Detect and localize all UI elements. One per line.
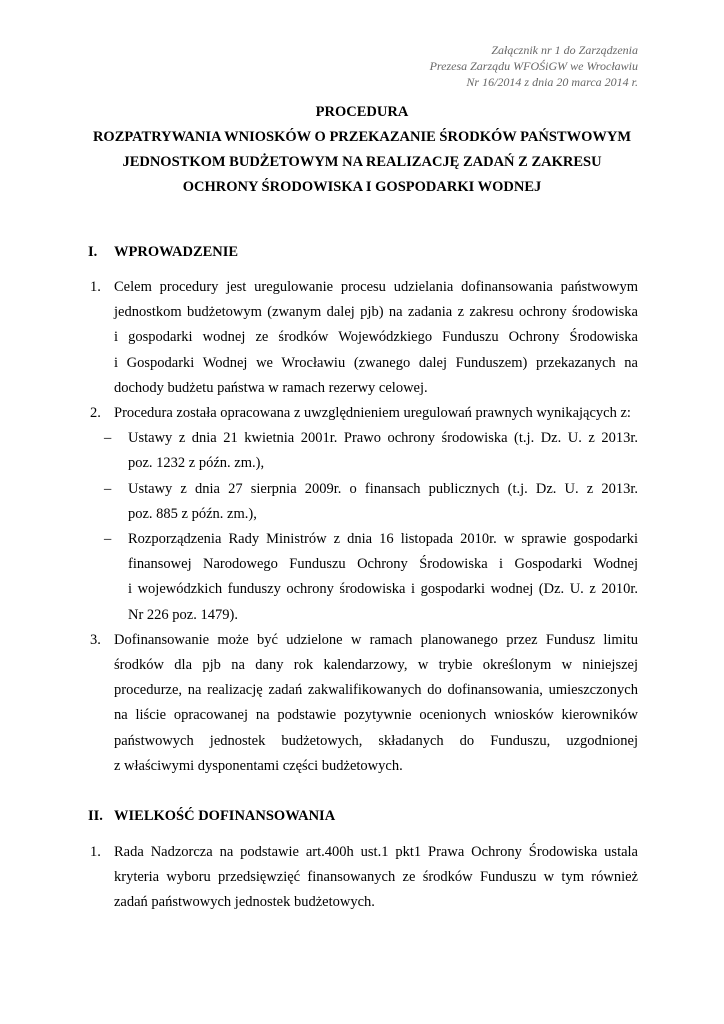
paragraph-line: Celem procedury jest uregulowanie procesu udzielania dofinansowania państwowym (114, 279, 638, 295)
section-2-number: II. (88, 808, 103, 824)
paragraph-line: państwowych jednostek budżetowych, składanych do Funduszu, uzgodnionej (114, 732, 638, 749)
sub-list-item (88, 477, 638, 527)
sub-list-item (88, 527, 638, 628)
list-item (88, 628, 638, 779)
annex-note (430, 42, 638, 90)
list-item (88, 401, 638, 426)
paragraph-line: i wojewódzkich funduszy ochrony środowiska i gospodarki wodnej (Dz. U. z 2010r. (128, 581, 638, 598)
paragraph-line: finansowej Narodowego Funduszu Ochrony Środowiska i Gospodarki Wodnej (128, 556, 638, 573)
section-1-title: WPROWADZENIE (114, 244, 239, 260)
paragraph-line: środków dla pjb na dany rok kalendarzowy, w trybie określonym w niniejszej (114, 657, 638, 674)
paragraph-line: na liście opracowanej na podstawie pozytywnie ocenionych wniosków kierowników (114, 707, 638, 724)
annex-line-2: Prezesa Zarządu WFOŚiGW we Wrocławiu (429, 59, 638, 73)
paragraph-line: dochody budżetu państwa w ramach rezerwy celowej. (114, 379, 428, 396)
paragraph-line: kryteria wyboru przedsięwzięć finansowanych ze środków Funduszu w tym również (114, 869, 638, 886)
paragraph-line: poz. 885 z późn. zm.), (128, 505, 257, 522)
paragraph-line: procedurze, na realizację zadań zakwalifikowanych do dofinansowania, umieszczonych (114, 682, 638, 699)
title-line-3: JEDNOSTKOM BUDŻETOWYM NA REALIZACJĘ ZADAŃ Z ZAKRESU (122, 154, 602, 170)
paragraph-line: Ustawy z dnia 27 sierpnia 2009r. o finansach publicznych (t.j. Dz. U. z 2013r. (128, 480, 638, 497)
title-line-1: PROCEDURA (315, 104, 409, 120)
dash-bullet: – (104, 531, 112, 548)
paragraph-line: zadań państwowych jednostek budżetowych. (114, 894, 375, 911)
list-item (88, 840, 638, 916)
section-2-list (88, 840, 638, 916)
paragraph-line: Ustawy z dnia 21 kwietnia 2001r. Prawo ochrony środowiska (t.j. Dz. U. z 2013r. (128, 430, 638, 447)
item-number: 3. (90, 631, 101, 648)
paragraph-line: Nr 226 poz. 1479). (128, 606, 238, 623)
annex-line-1: Załącznik nr 1 do Zarządzenia (491, 43, 638, 57)
document-title (60, 100, 664, 200)
section-2-title: WIELKOŚĆ DOFINANSOWANIA (114, 808, 336, 824)
paragraph-line: Rozporządzenia Rady Ministrów z dnia 16 listopada 2010r. w sprawie gospodarki (128, 531, 638, 548)
annex-line-3: Nr 16/2014 z dnia 20 marca 2014 r. (466, 75, 638, 89)
paragraph-line: Dofinansowanie może być udzielone w ramach planowanego przez Fundusz limitu (114, 631, 638, 648)
section-1-number: I. (88, 244, 98, 260)
title-line-4: OCHRONY ŚRODOWISKA I GOSPODARKI WODNEJ (182, 179, 542, 195)
item-number: 1. (90, 279, 101, 295)
title-line-2: ROZPATRYWANIA WNIOSKÓW O PRZEKAZANIE ŚRODKÓW PAŃSTWOWYM (92, 129, 632, 145)
paragraph-line: Procedura została opracowana z uwzględnieniem uregulowań prawnych wynikających z: (114, 405, 631, 422)
paragraph-line: poz. 1232 z późn. zm.), (128, 455, 265, 472)
section-2-heading (88, 808, 335, 825)
paragraph-line: jednostkom budżetowym (zwanym dalej pjb) na zadania z zakresu ochrony środowiska (114, 304, 638, 321)
sub-list-item (88, 426, 638, 476)
list-item (88, 275, 638, 401)
item-number: 1. (90, 844, 101, 860)
paragraph-line: i Gospodarki Wodnej we Wrocławiu (zwanego dalej Funduszem) przekazanych na (114, 354, 638, 371)
dash-bullet: – (104, 430, 112, 447)
paragraph-line: Rada Nadzorcza na podstawie art.400h ust.1 pkt1 Prawa Ochrony Środowiska ustala (114, 844, 638, 860)
section-1-heading (88, 244, 238, 261)
section-1-list (88, 275, 638, 779)
item-number: 2. (90, 405, 101, 422)
paragraph-line: z właściwymi dysponentami części budżetowych. (114, 757, 403, 774)
paragraph-line: i gospodarki wodnej ze środków Wojewódzkiego Funduszu Ochrony Środowiska (114, 329, 638, 346)
dash-bullet: – (104, 480, 112, 497)
